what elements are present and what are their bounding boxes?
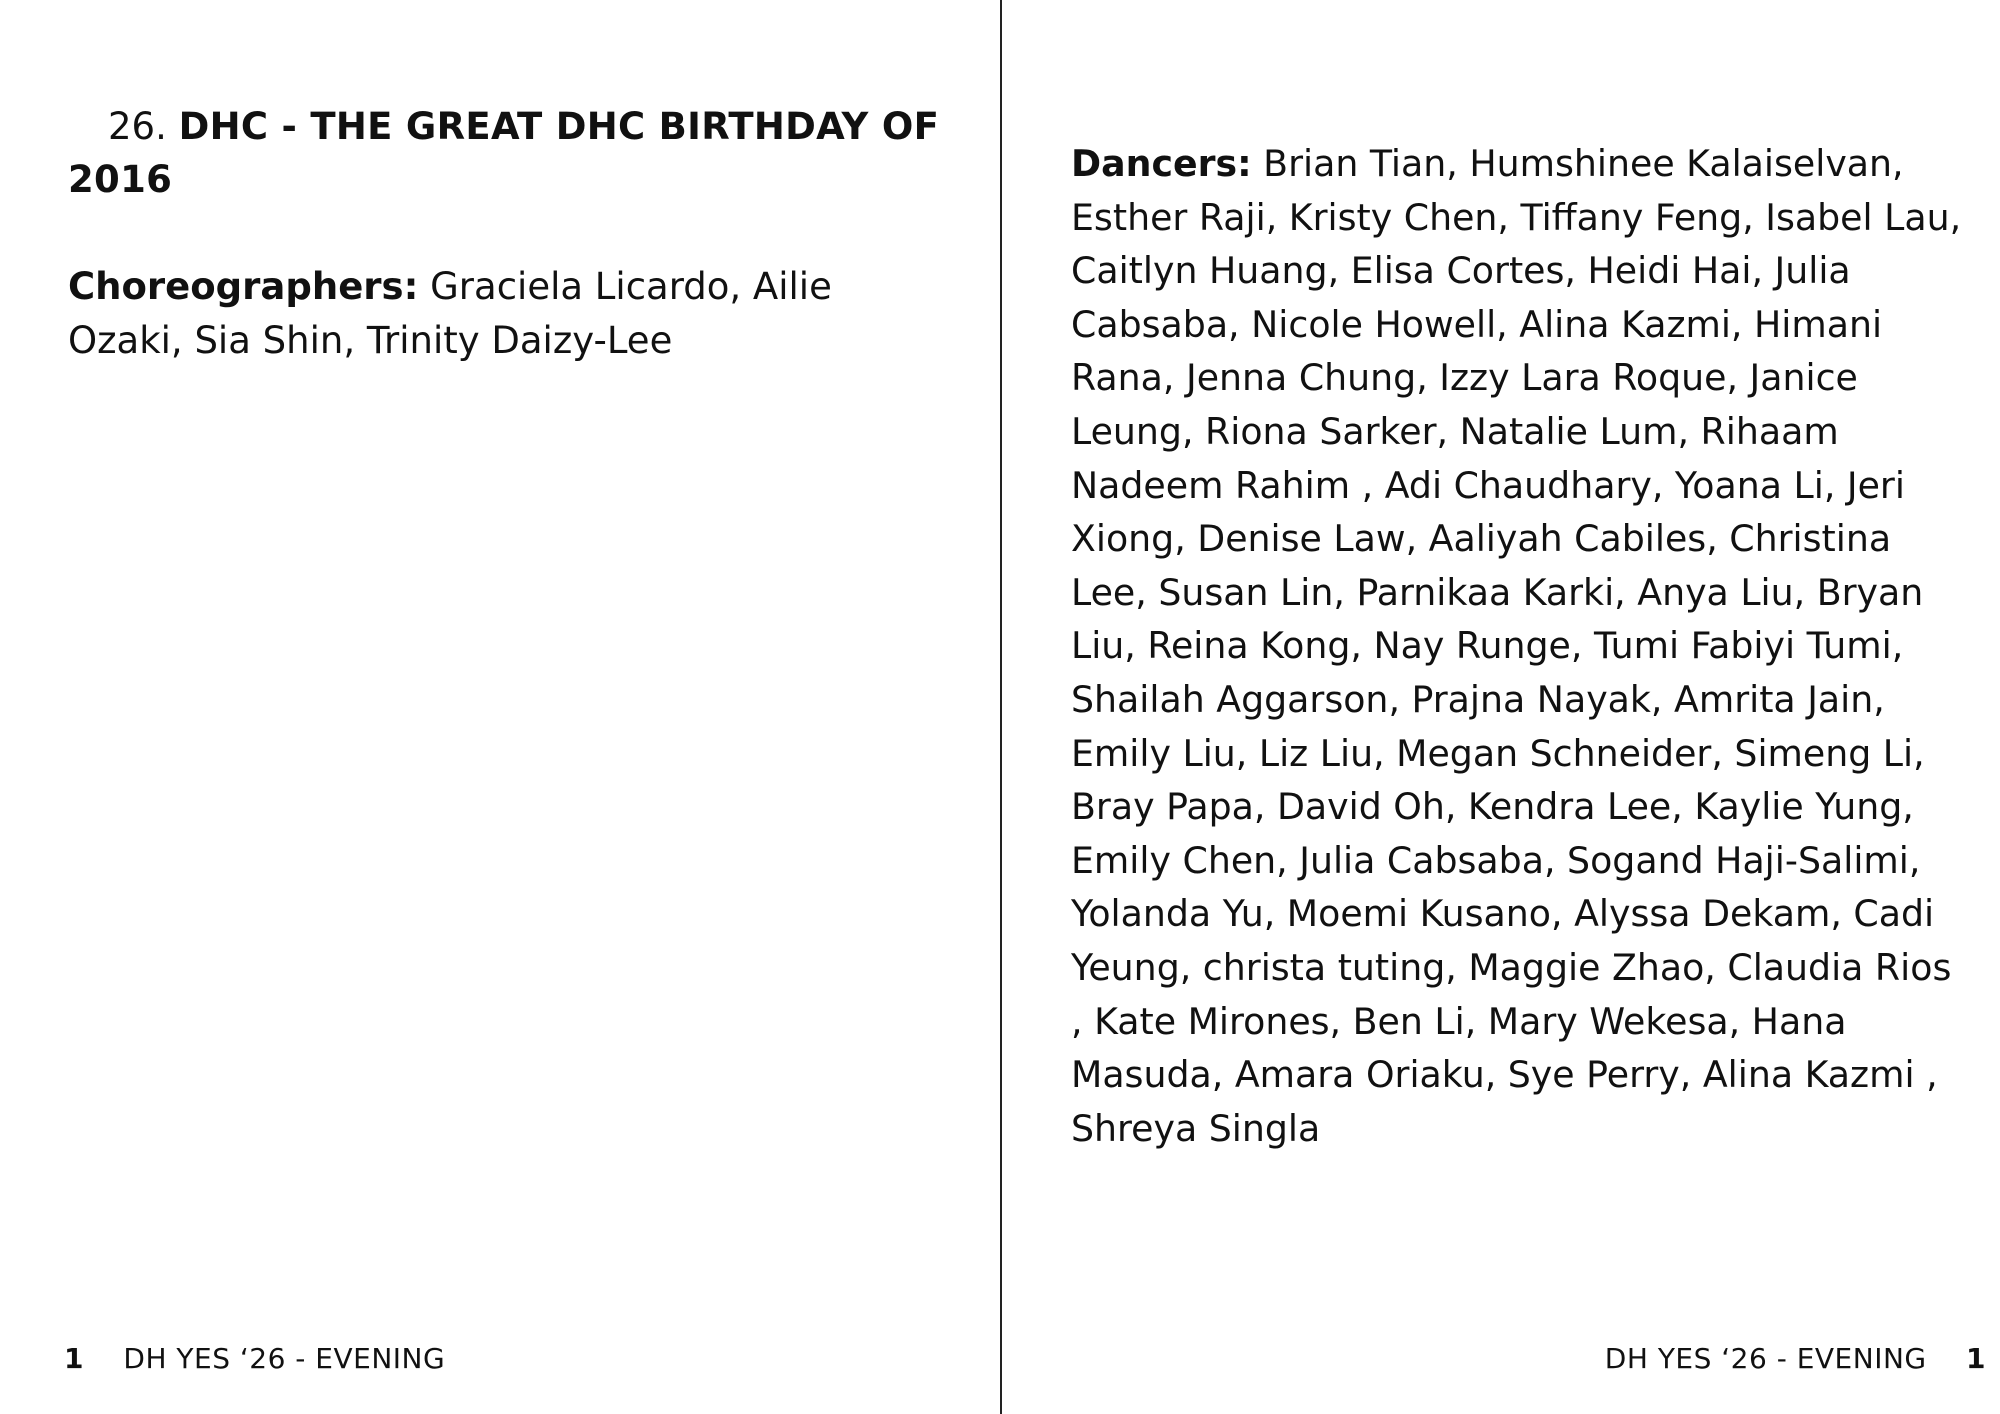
item-title: DHC - THE GREAT DHC BIRTHDAY OF 2016	[68, 105, 940, 201]
dancers-names: Brian Tian, Humshinee Kalaiselvan, Esther Raji, Kristy Chen, Tiffany Feng, Isabel Lau, Caitlyn Huang, Elisa Cortes, Heidi Hai, Julia Cabsaba, Nicole Howell, Alina Kazmi, Himani Rana, Jenna Chung, Izzy Lara Roque, Janice Leung, Riona Sarker, Natalie Lum, Rihaam Nadeem Rahim , Adi Chaudhary, Yoana Li, Jeri Xiong, Denise Law, Aaliyah Cabiles, Christina Lee, Susan Lin, Parnikaa Karki, Anya Liu, Bryan Liu, Reina Kong, Nay Runge, Tumi Fabiyi Tumi, Shailah Aggarson, Prajna Nayak, Amrita Jain, Emily Liu, Liz Liu, Megan Schneider, Simeng Li, Bray Papa, David Oh, Kendra Lee, Kaylie Yung, Emily Chen, Julia Cabsaba, Sogand Haji-Salimi, Yolanda Yu, Moemi Kusano, Alyssa Dekam, Cadi Yeung, christa tuting, Maggie Zhao, Claudia Rios , Kate Mirones, Ben Li, Mary Wekesa, Hana Masuda, Amara Oriaku, Sye Perry, Alina Kazmi , Shreya Singla	[1071, 142, 1962, 1150]
right-footer-text: DH YES ‘26 - EVENING	[1604, 1342, 1927, 1375]
right-footer	[1605, 1342, 1986, 1376]
left-footer-text: DH YES ‘26 - EVENING	[123, 1342, 446, 1375]
item-number: 26.	[108, 105, 167, 148]
right-page-number: 1	[1966, 1342, 1986, 1375]
dancers-label: Dancers:	[1071, 142, 1252, 185]
dancers-credit	[1071, 137, 1971, 1155]
choreographers-names: Graciela Licardo, Ailie Ozaki, Sia Shin, Trinity Daizy-Lee	[68, 265, 832, 362]
choreographers-label: Choreographers:	[68, 265, 419, 308]
item-heading	[68, 100, 948, 206]
left-page-number: 1	[64, 1342, 84, 1375]
choreographers-credit	[68, 260, 898, 367]
right-page	[1002, 0, 2000, 1414]
left-footer	[64, 1342, 445, 1376]
